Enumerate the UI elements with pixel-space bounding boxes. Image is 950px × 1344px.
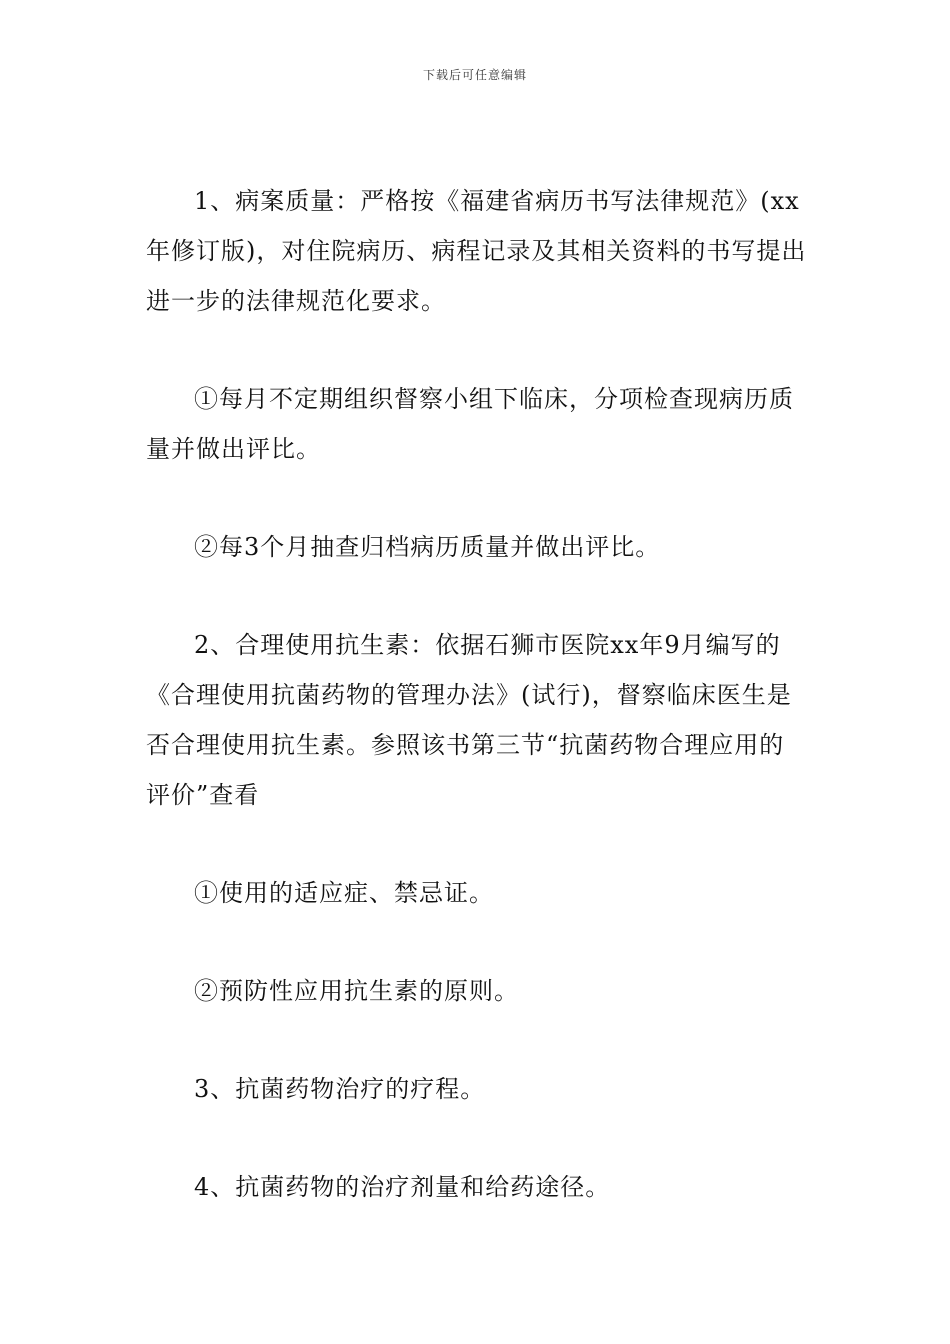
paragraph-antibiotic-use: 2、合理使用抗生素：依据石狮市医院xx年9月编写的《合理使用抗菌药物的管理办法》(试行)，督察临床医生是否合理使用抗生素。参照该书第三节“抗菌药物合理应用的评价”查看 [146, 631, 792, 809]
paragraph-monthly-inspection: ①每月不定期组织督察小组下临床，分项检查现病历质量并做出评比。 [146, 385, 794, 463]
paragraph-medical-record-quality: 1、病案质量：严格按《福建省病历书写法律规范》(xx年修订版)，对住院病历、病程记录及其相关资料的书写提出进一步的法律规范化要求。 [146, 187, 807, 315]
header-note: 下载后可任意编辑 [422, 68, 527, 82]
document-body [146, 176, 808, 1260]
paragraph-indications: ①使用的适应症、禁忌证。 [194, 879, 494, 907]
paragraph-quarterly-review: ②每3个月抽查归档病历质量并做出评比。 [194, 533, 661, 561]
paragraph-prophylactic-principles: ②预防性应用抗生素的原则。 [194, 977, 519, 1005]
paragraph-dosage-route: 4、抗菌药物的治疗剂量和给药途径。 [194, 1173, 611, 1201]
paragraph-treatment-course: 3、抗菌药物治疗的疗程。 [194, 1075, 486, 1103]
